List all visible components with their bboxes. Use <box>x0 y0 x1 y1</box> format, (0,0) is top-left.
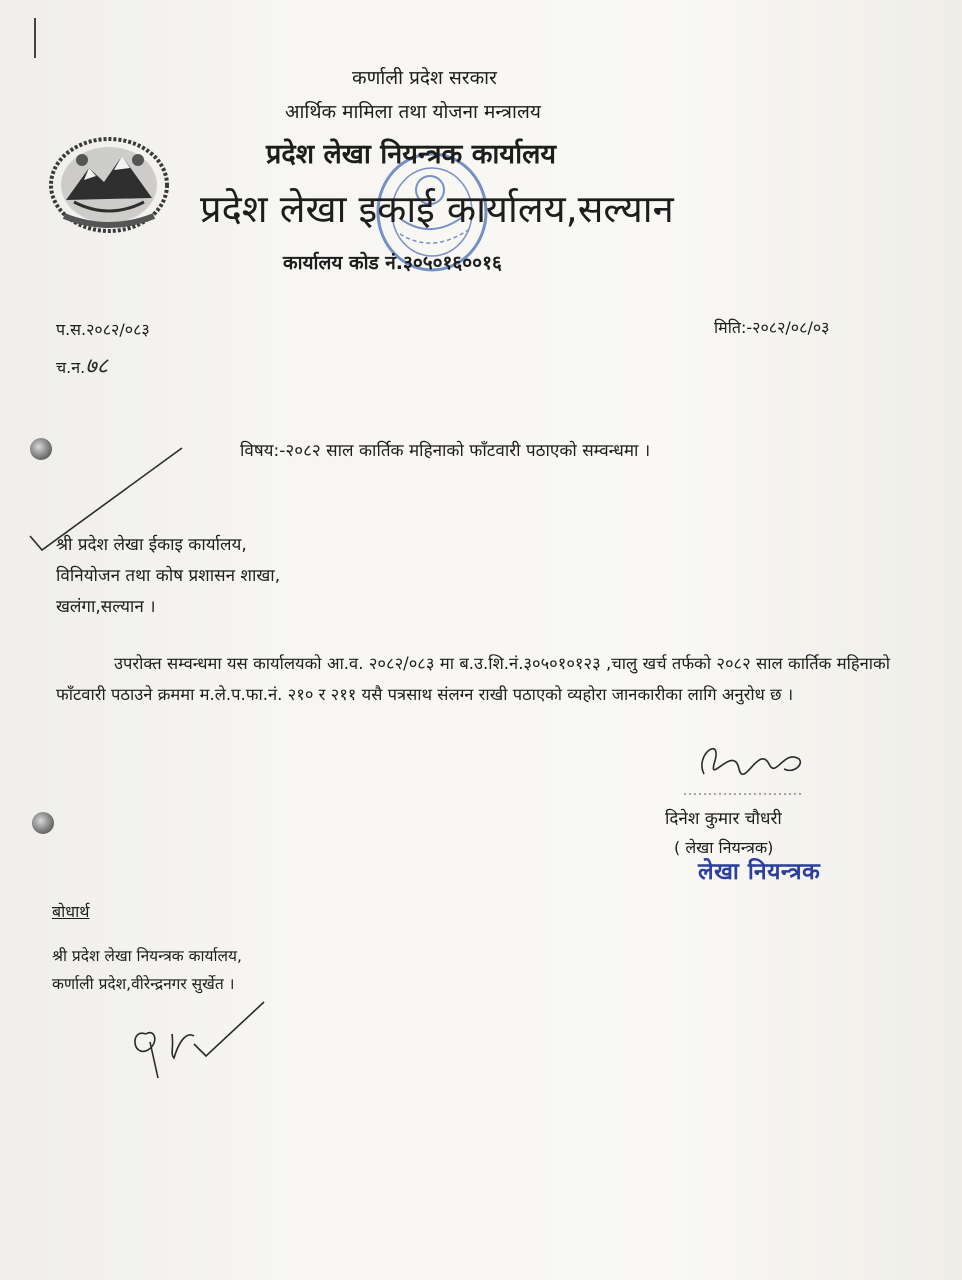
cc-line: कर्णाली प्रदेश,वीरेन्द्रनगर सुर्खेत । <box>52 975 235 993</box>
signatory-stamp: लेखा नियन्त्रक <box>698 859 821 885</box>
ministry-name: आर्थिक मामिला तथा योजना मन्त्रालय <box>285 101 541 123</box>
gov-name: कर्णाली प्रदेश सरकार <box>352 67 497 89</box>
addressee-line: श्री प्रदेश लेखा ईकाइ कार्यालय, <box>56 535 247 555</box>
initials-icon <box>124 998 274 1088</box>
letter-date: मिति:-२०८२/०८/०३ <box>714 318 830 337</box>
margin-mark <box>34 18 36 58</box>
letter-body: उपरोक्त सम्वन्धमा यस कार्यालयको आ.व. २०८२/०८३ मा ब.उ.शि.नं.३०५०१०१२३ ,चालु खर्च तर्फको २०८२ साल कार्तिक महिनाको फाँटवारी पठाउने क्रममा म.ले.प.फा.नं. २१० र २११ यसै पत्रसाथ संलग्न राखी पठाएको व्यहोरा जानकारीका लागि अनुरोध छ । <box>56 654 890 704</box>
reference-number: प.स.२०८२/०८३ <box>56 320 150 339</box>
addressee-line: विनियोजन तथा कोष प्रशासन शाखा, <box>56 566 281 586</box>
nepal-emblem-icon <box>44 130 174 240</box>
cc-label: बोधार्थ <box>52 902 90 921</box>
office-code: कार्यालय कोड नं.३०५०१६००१६ <box>283 252 502 274</box>
addressee-line: खलंगा,सल्यान । <box>56 597 156 617</box>
punch-hole-icon <box>32 812 54 834</box>
signature-icon <box>684 734 814 804</box>
signatory-name: दिनेश कुमार चौधरी <box>665 809 782 829</box>
signatory-title: ( लेखा नियन्त्रक) <box>674 838 774 857</box>
letter-subject: विषय:-२०८२ साल कार्तिक महिनाको फाँटवारी पठाएको सम्वन्धमा । <box>240 441 651 461</box>
controller-office-name: प्रदेश लेखा नियन्त्रक कार्यालय <box>266 139 557 170</box>
unit-office-name: प्रदेश लेखा इकाई कार्यालय,सल्यान <box>200 187 674 231</box>
dispatch-number <box>56 350 108 380</box>
dispatch-label: च.न. <box>56 358 86 377</box>
cc-line: श्री प्रदेश लेखा नियन्त्रक कार्यालय, <box>52 947 242 965</box>
dispatch-handwritten-number: ७८ <box>85 354 109 379</box>
